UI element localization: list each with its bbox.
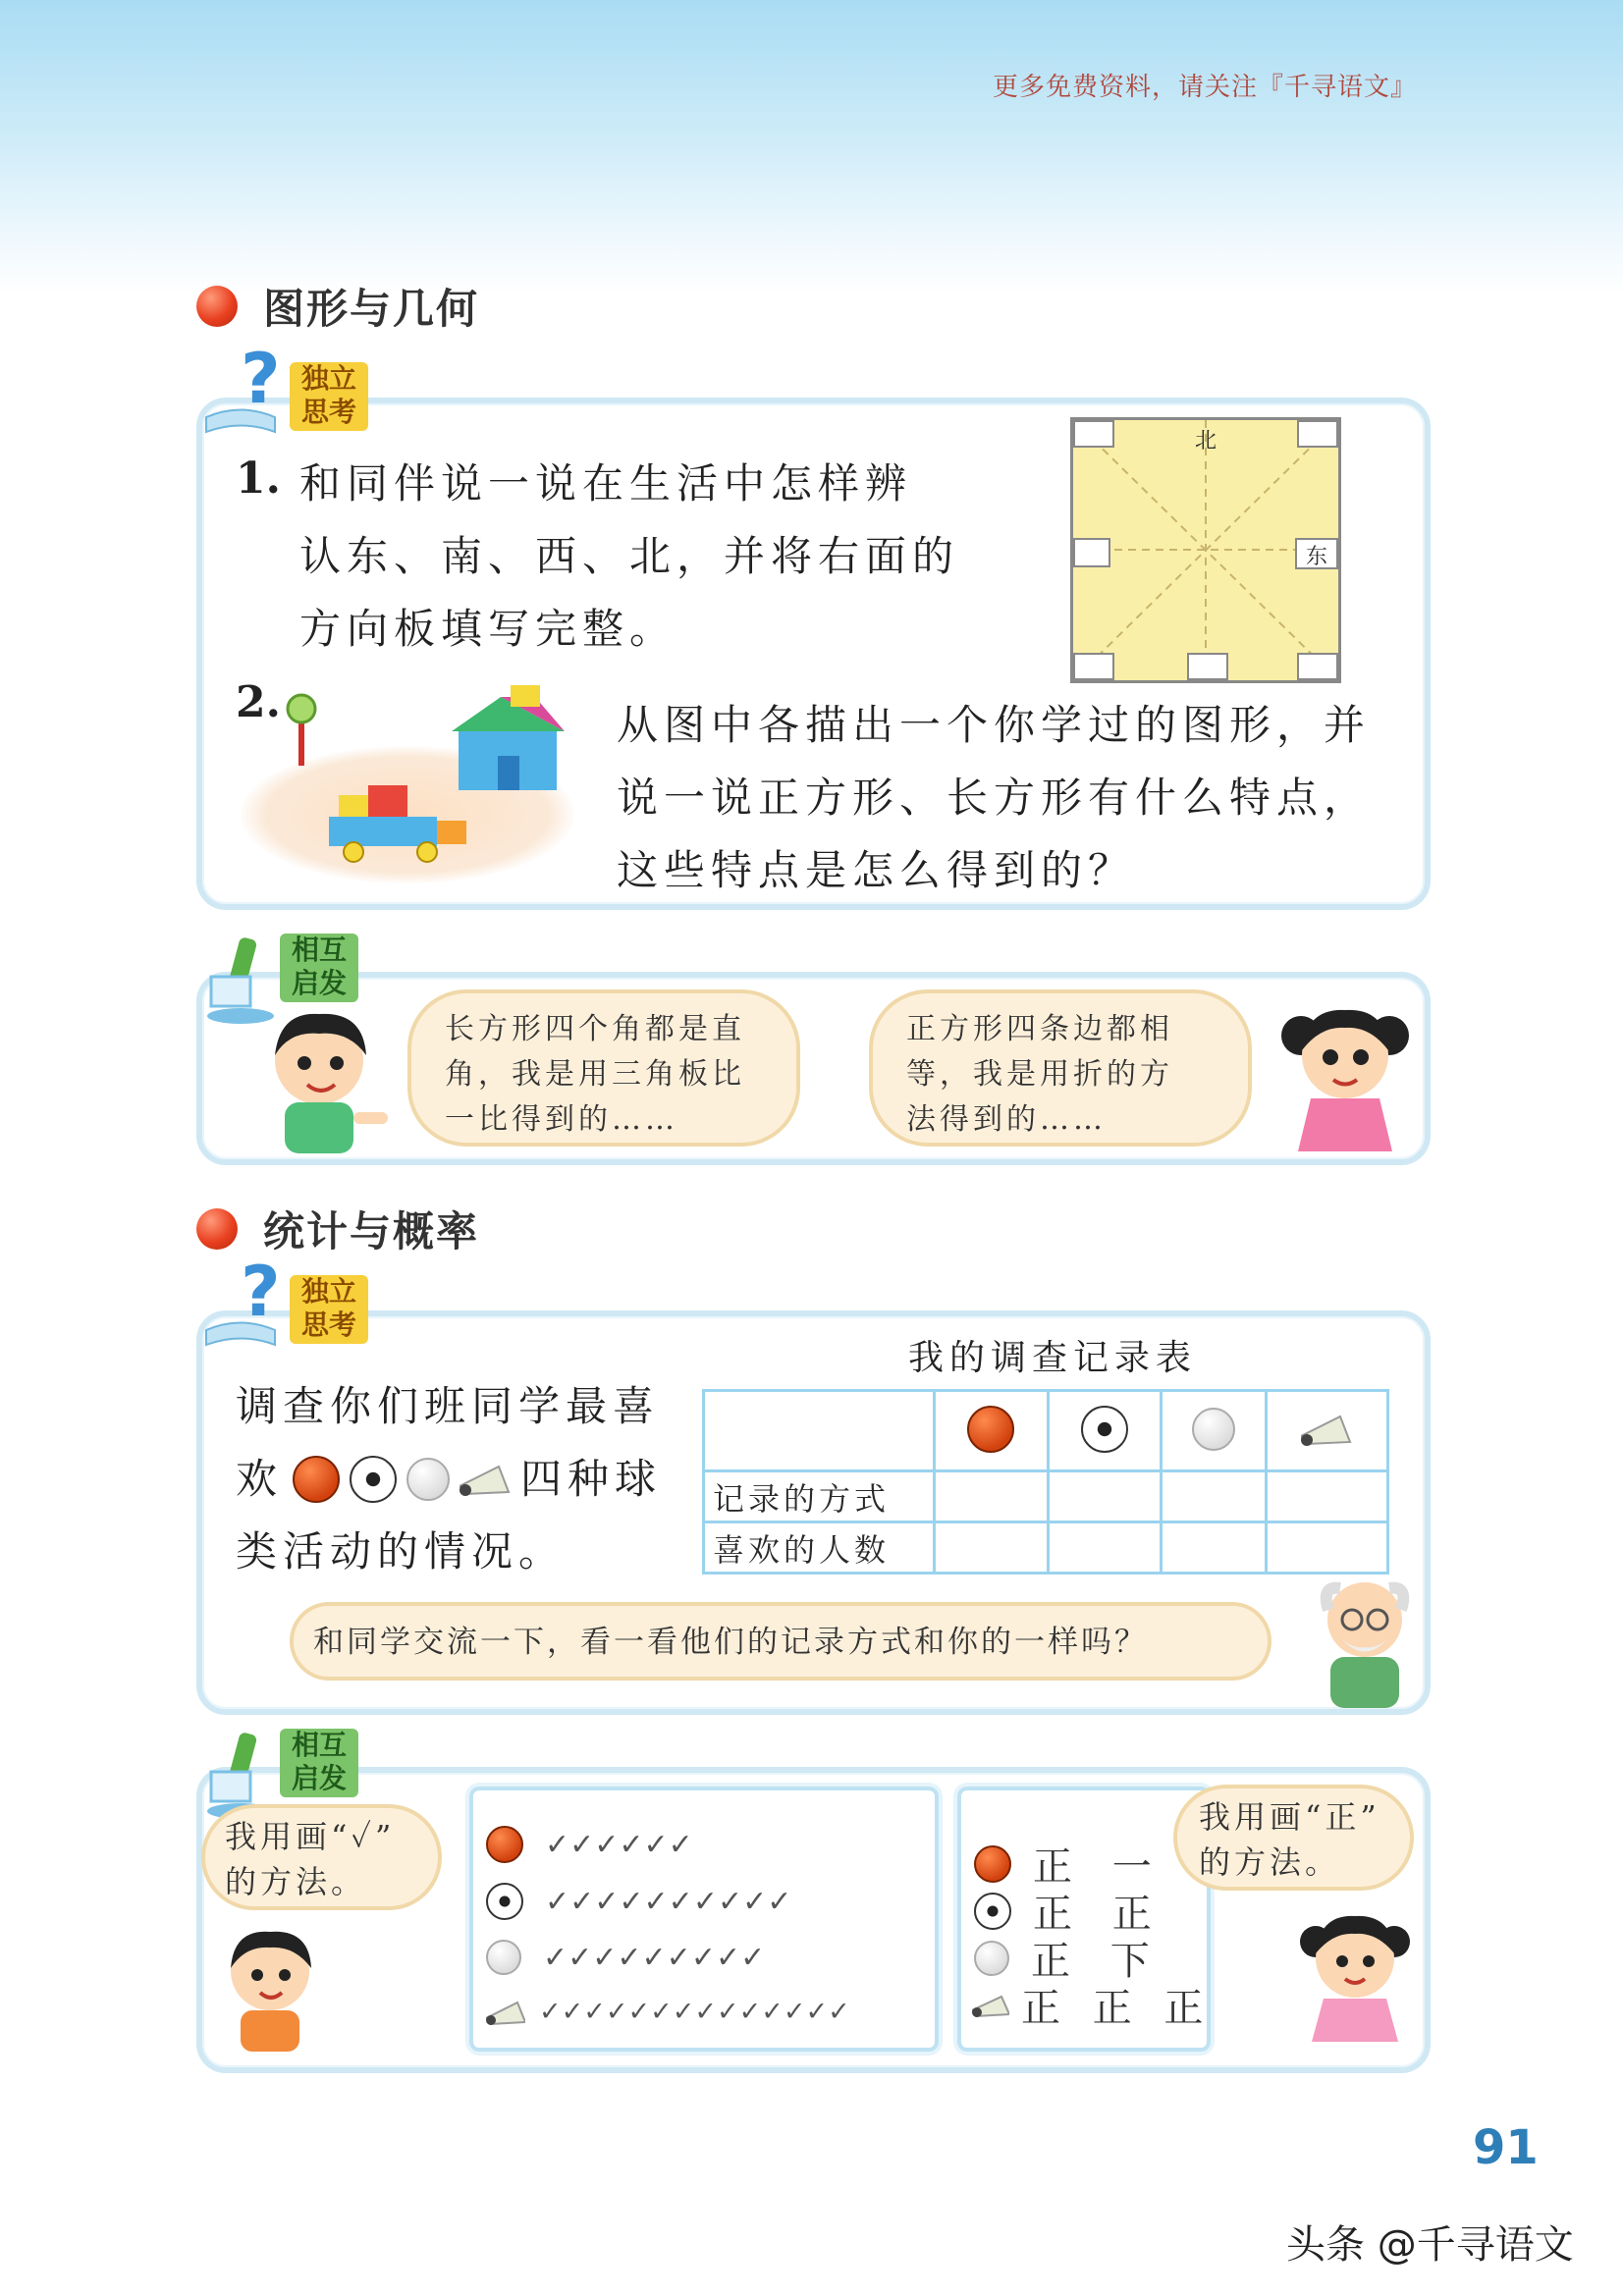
inspire-badge: 相互 启发	[201, 1723, 290, 1825]
header-note: 更多免费资料，请关注『千寻语文』	[992, 73, 1417, 102]
basketball-icon	[974, 1845, 1011, 1883]
girl-avatar	[1276, 996, 1414, 1153]
watermark: 头条 @千寻语文	[1286, 2222, 1574, 2268]
survey-record-table	[702, 1389, 1389, 1575]
basketball-icon	[486, 1826, 523, 1863]
shapes-illustration	[241, 677, 604, 883]
question-1-text: 和同伴说一说在生活中怎样辨 认东、南、西、北，并将右面的 方向板填写完整。	[299, 459, 960, 653]
question-number: 1.	[236, 454, 281, 504]
basketball-icon	[293, 1456, 340, 1503]
teacher-speech-bubble: 和同学交流一下，看一看他们的记录方式和你的一样吗？	[290, 1602, 1271, 1681]
zheng-row-table-tennis: 正 下	[974, 1930, 1163, 1986]
shapes-icon	[241, 677, 604, 883]
boy-avatar	[260, 1006, 388, 1153]
survey-task-text: 调查你们班同学最喜 欢 四种球 类活动的情况。	[236, 1382, 663, 1575]
table-cell[interactable]	[1162, 1471, 1267, 1522]
table-cell[interactable]	[1266, 1471, 1387, 1522]
svg-text:?: ?	[241, 1261, 281, 1332]
soccer-ball-icon	[350, 1456, 397, 1503]
shuttlecock-icon	[460, 1463, 511, 1496]
shuttlecock-icon	[1301, 1413, 1352, 1446]
table-tennis-ball-icon	[406, 1458, 450, 1501]
think-badge: ? 独立 思考	[201, 348, 290, 441]
zheng-row-soccer: 正 正	[974, 1883, 1165, 1939]
shuttlecock-icon	[486, 1999, 525, 2026]
boy-speech-bubble: 长方形四个角都是直 角，我是用三角板比 一比得到的……	[407, 989, 800, 1147]
inspire-badge: 相互 启发	[201, 928, 290, 1030]
table-cell[interactable]	[1162, 1522, 1267, 1574]
row-label: 记录的方式	[704, 1471, 935, 1522]
section-bullet-icon	[196, 1208, 238, 1250]
tally-row-soccer: ✓✓✓✓✓✓✓✓✓✓	[486, 1883, 791, 1920]
soccer-ball-icon	[974, 1893, 1011, 1930]
header-band	[0, 0, 1623, 294]
table-tennis-ball-icon	[486, 1940, 521, 1975]
tally-row-badminton: ✓✓✓✓✓✓✓✓✓✓✓✓✓✓	[486, 1997, 850, 2027]
north-label: 北	[1194, 429, 1217, 454]
zheng-row-badminton: 正 正 正	[972, 1977, 1213, 2033]
girl-avatar	[1296, 1904, 1414, 2042]
zheng-row-basketball: 正 一	[974, 1836, 1165, 1892]
tally-row-basketball: ✓✓✓✓✓✓	[486, 1826, 693, 1863]
section-bullet-icon	[196, 286, 238, 327]
table-tennis-ball-icon	[1192, 1408, 1235, 1451]
table-cell[interactable]	[1266, 1522, 1387, 1574]
soccer-ball-icon	[1081, 1406, 1128, 1453]
question-number: 2.	[236, 677, 281, 727]
table-cell[interactable]	[935, 1471, 1049, 1522]
section-statistics-title: 统计与概率	[196, 1200, 479, 1258]
question-book-icon	[201, 348, 290, 437]
boy-avatar	[216, 1924, 324, 2052]
page-number: 91	[1473, 2120, 1539, 2175]
table-tennis-ball-icon	[974, 1941, 1009, 1976]
section-geometry-title: 图形与几何	[196, 277, 479, 336]
table-cell[interactable]	[935, 1522, 1049, 1574]
question-book-icon	[201, 1261, 290, 1350]
row-label: 喜欢的人数	[704, 1522, 935, 1574]
basketball-icon	[967, 1406, 1014, 1453]
tally-row-table-tennis: ✓✓✓✓✓✓✓✓✓	[486, 1940, 765, 1975]
question-2-text: 从图中各描出一个你学过的图形，并 说一说正方形、长方形有什么特点， 这些特点是怎么得到的？	[617, 701, 1372, 894]
shuttlecock-icon	[972, 1993, 1009, 2018]
direction-board	[1070, 417, 1341, 683]
east-label: 东	[1295, 538, 1338, 569]
svg-text:?: ?	[241, 348, 281, 419]
table-cell[interactable]	[1048, 1522, 1162, 1574]
table-title: 我的调查记录表	[908, 1338, 1198, 1378]
soccer-ball-icon	[486, 1883, 523, 1920]
think-badge: ? 独立 思考	[201, 1261, 290, 1354]
girl-speech-bubble: 正方形四条边都相 等，我是用折的方 法得到的……	[869, 989, 1252, 1147]
boy-check-bubble: 我用画“✓” 的方法。	[201, 1804, 442, 1910]
table-cell[interactable]	[1048, 1471, 1162, 1522]
girl-zheng-bubble: 我用画“正” 的方法。	[1173, 1785, 1414, 1891]
teacher-avatar	[1311, 1571, 1419, 1708]
